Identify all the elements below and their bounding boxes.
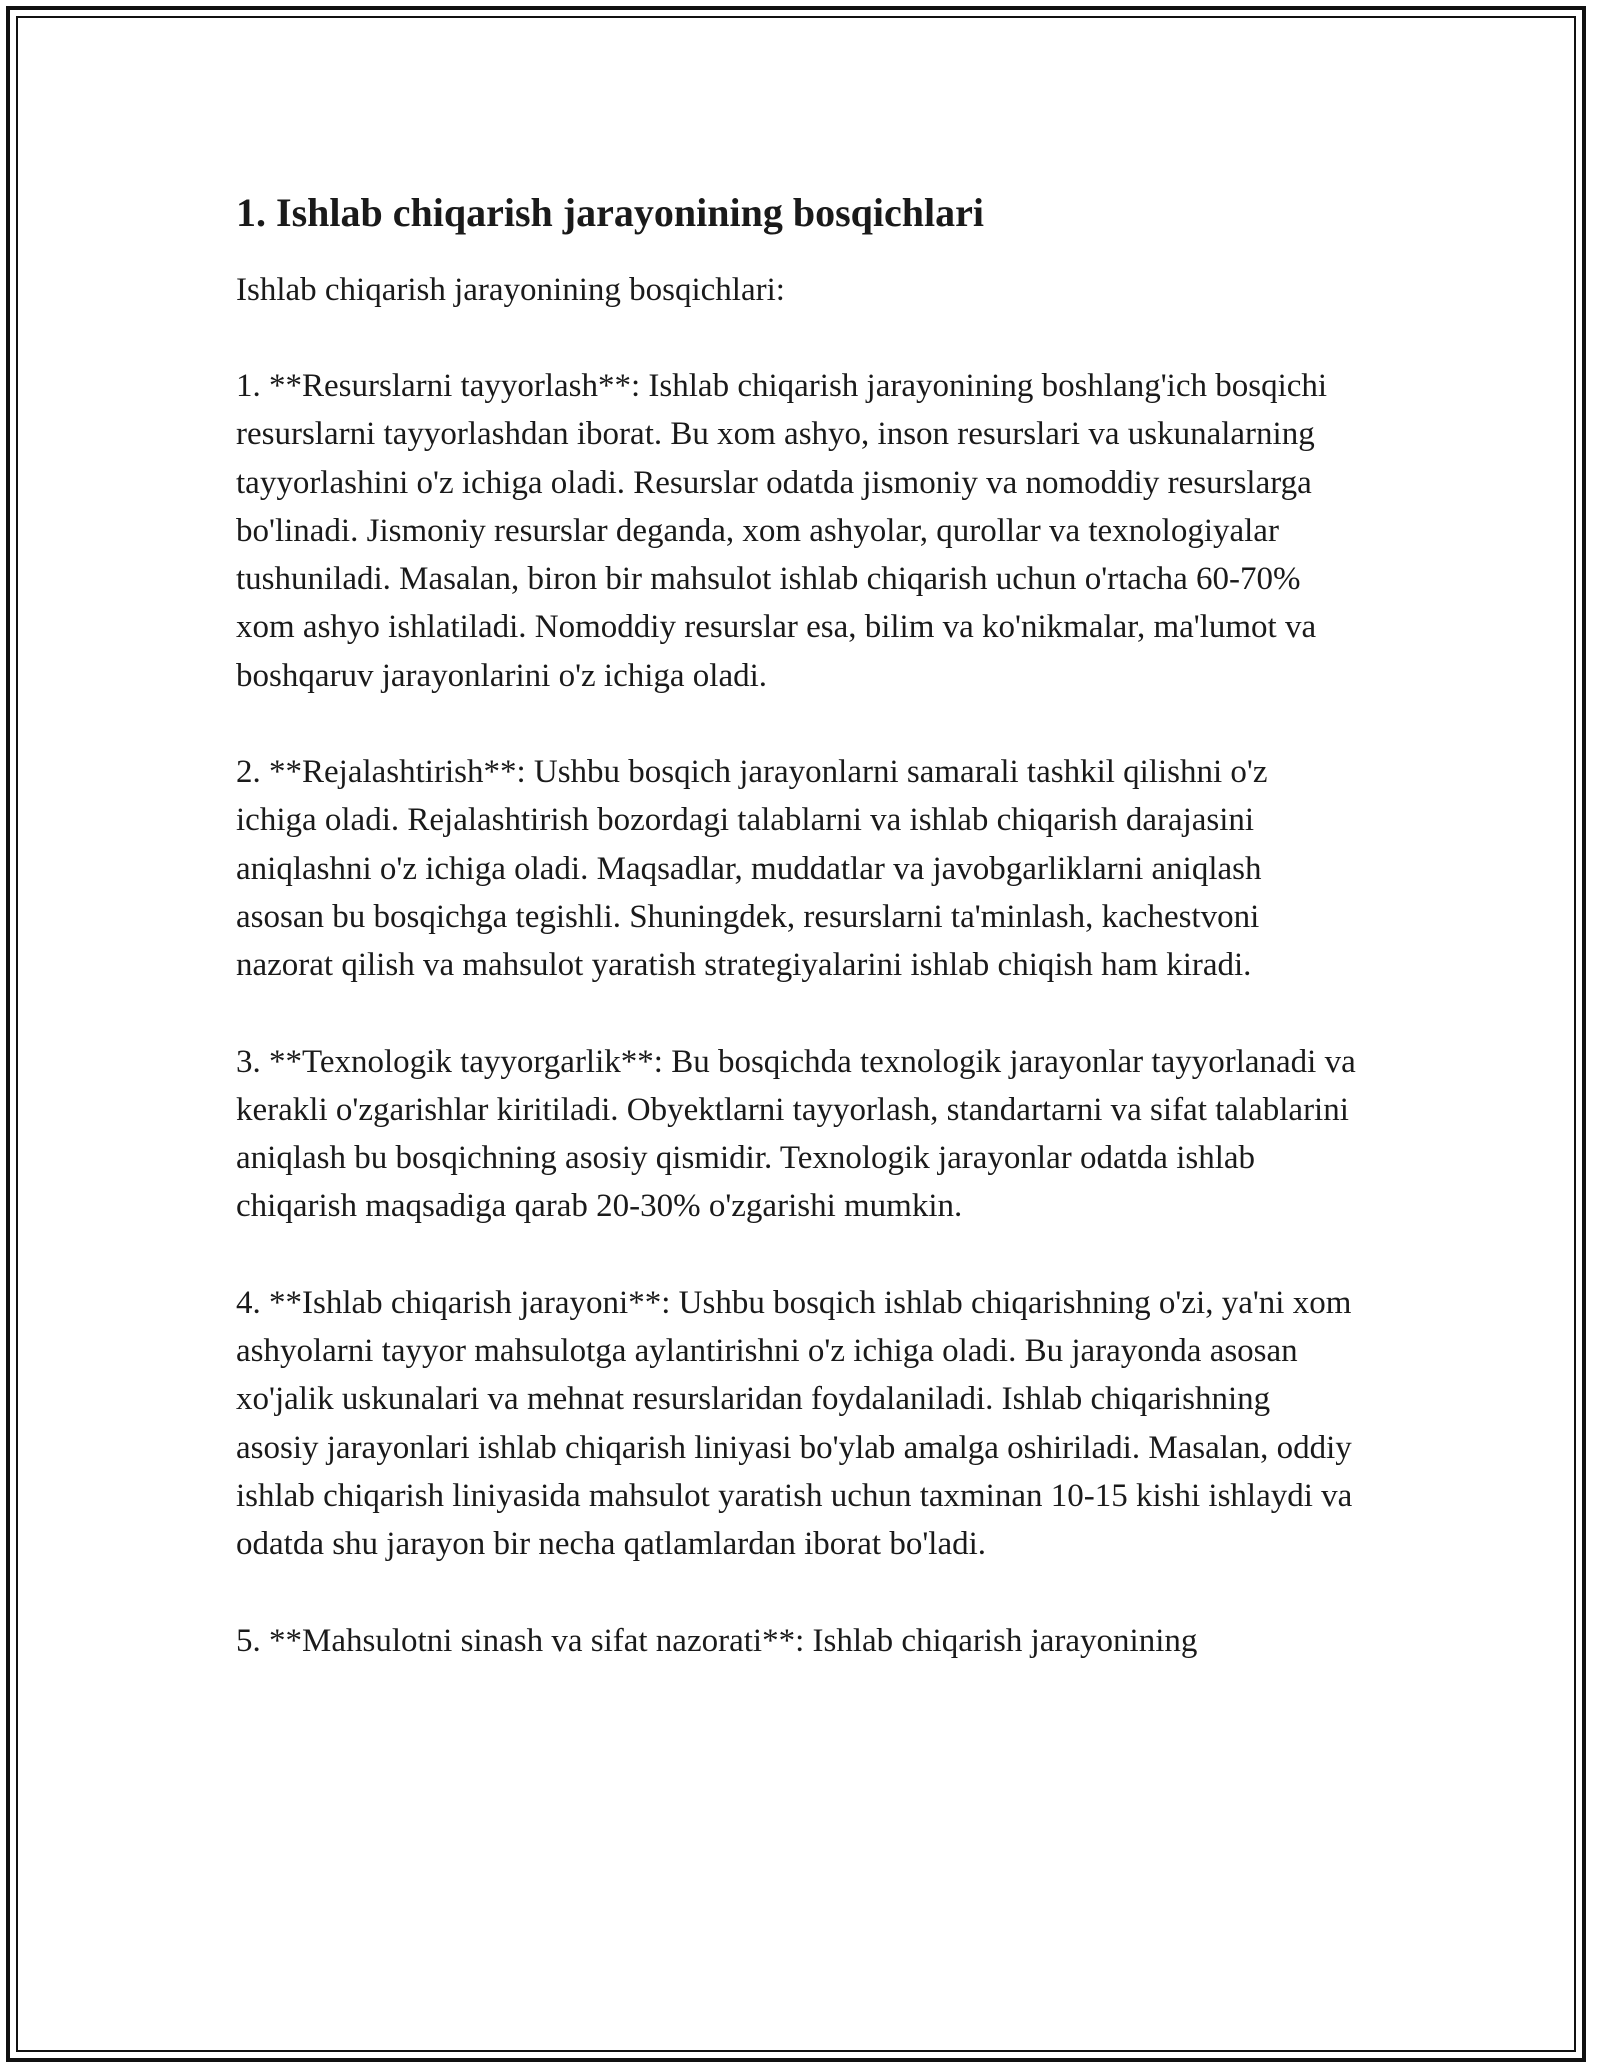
paragraph-testing: 5. **Mahsulotni sinash va sifat nazorati**: Ishlab chiqarish jarayonining xyxy=(236,1622,1198,1659)
document-title: 1. Ishlab chiqarish jarayonining bosqichlari xyxy=(236,190,984,235)
intro-text: Ishlab chiqarish jarayonining bosqichlari: xyxy=(236,272,785,308)
document-body xyxy=(236,186,1356,1665)
paragraph-production: 4. **Ishlab chiqarish jarayoni**: Ushbu bosqich ishlab chiqarishning o'zi, ya'ni xom ashyolarni tayyor mahsulotga aylantirishni o'z ichiga oladi. Bu jarayonda asosan xo'jalik uskunalari va mehnat resurslaridan foydalaniladi. Ishlab chiqarishning asosiy jarayonlari ishlab chiqarish liniyasi bo'ylab amalga oshiriladi. Masalan, oddiy ishlab chiqarish liniyasida mahsulot yaratish uchun taxminan 10-15 kishi ishlaydi va odatda shu jarayon bir necha qatlamlardan iborat bo'ladi. xyxy=(236,1284,1353,1563)
paragraph-planning: 2. **Rejalashtirish**: Ushbu bosqich jarayonlarni samarali tashkil qilishni o'z ichiga oladi. Rejalashtirish bozordagi talablarni va ishlab chiqarish darajasini aniqlashni o'z ichiga oladi. Maqsadlar, muddatlar va javobgarliklarni aniqlash asosan bu bosqichga tegishli. Shuningdek, resurslarni ta'minlash, kachestvoni nazorat qilish va mahsulot yaratish strategiyalarini ishlab chiqish ham kiradi. xyxy=(236,754,1268,984)
paragraph-resources: 1. **Resurslarni tayyorlash**: Ishlab chiqarish jarayonining boshlang'ich bosqichi resurslarni tayyorlashdan iborat. Bu xom ashyo, inson resurslari va uskunalarning tayyorlashini o'z ichiga oladi. Resurslar odatda jismoniy va nomoddiy resurslarga bo'linadi. Jismoniy resurslar deganda, xom ashyolar, qurollar va texnologiyalar tushuniladi. Masalan, biron bir mahsulot ishlab chiqarish uchun o'rtacha 60-70% xom ashyo ishlatiladi. Nomoddiy resurslar esa, bilim va ko'nikmalar, ma'lumot va boshqaruv jarayonlarini o'z ichiga oladi. xyxy=(236,368,1328,694)
paragraph-tech-prep: 3. **Texnologik tayyorgarlik**: Bu bosqichda texnologik jarayonlar tayyorlanadi va kerakli o'zgarishlar kiritiladi. Obyektlarni tayyorlash, standartarni va sifat talablarini aniqlash bu bosqichning asosiy qismidir. Texnologik jarayonlar odatda ishlab chiqarish maqsadiga qarab 20-30% o'zgarishi mumkin. xyxy=(236,1043,1356,1225)
